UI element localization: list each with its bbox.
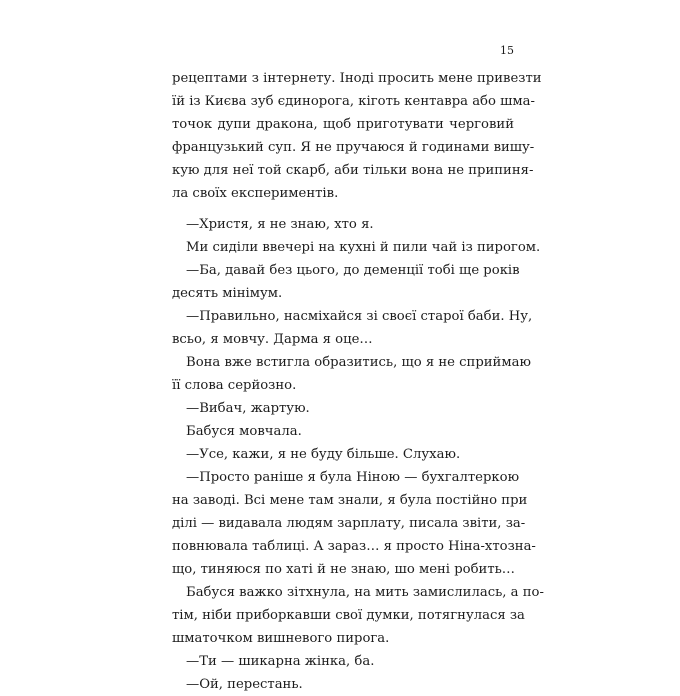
dialogue-line: —Правильно, насміхайся зі своєї старої баби. Ну,	[186, 309, 533, 324]
text-line: рецептами з інтернету. Іноді просить мене привезти	[172, 71, 542, 86]
text-line: точок дупи дракона, щоб приготувати черговий	[172, 117, 514, 132]
text-line: кую для неї той скарб, аби тільки вона не припиня-	[172, 163, 534, 178]
text-line: тім, ніби приборкавши свої думки, потягнулася за	[172, 608, 525, 623]
text-line: Вона вже встигла образитись, що я не сприймаю	[186, 355, 531, 370]
dialogue-line: —Ой, перестань.	[186, 677, 303, 692]
text-line: її слова серйозно.	[172, 378, 297, 393]
text-line: Бабуся мовчала.	[186, 424, 302, 439]
dialogue-line: —Просто раніше я була Ніною — бухгалтеркою	[186, 470, 520, 485]
dialogue-line: —Христя, я не знаю, хто я.	[186, 217, 374, 232]
text-line: французький суп. Я не пручаюся й годинами вишу-	[172, 140, 535, 155]
text-line: Ми сиділи ввечері на кухні й пили чай із пирогом.	[186, 240, 541, 255]
text-line: Бабуся важко зітхнула, на мить замислилась, а по-	[186, 585, 544, 600]
text-line: ділі — видавала людям зарплату, писала звіти, за-	[172, 516, 526, 531]
page-number: 15	[500, 44, 514, 57]
text-line: на заводі. Всі мене там знали, я була постійно при	[172, 493, 528, 508]
text-line: всьо, я мовчу. Дарма я оце…	[172, 332, 373, 347]
narrative-paragraph	[172, 67, 542, 205]
dialogue-line: —Усе, кажи, я не буду більше. Слухаю.	[186, 447, 461, 462]
dialogue-section	[172, 213, 544, 696]
dialogue-line: —Ти — шикарна жінка, ба.	[186, 654, 375, 669]
text-line: їй із Києва зуб єдинорога, кіготь кентавра або шма-	[172, 94, 535, 109]
dialogue-line: —Вибач, жартую.	[186, 401, 310, 416]
text-line: десять мінімум.	[172, 286, 283, 301]
text-line: шматочком вишневого пирога.	[172, 631, 390, 646]
text-line: ла своїх експериментів.	[172, 186, 339, 201]
text-line: що, тиняюся по хаті й не знаю, шо мені робить…	[172, 562, 515, 577]
dialogue-line: —Ба, давай без цього, до деменції тобі ще років	[186, 263, 520, 278]
text-line: повнювала таблиці. А зараз… я просто Ніна-хтозна-	[172, 539, 536, 554]
